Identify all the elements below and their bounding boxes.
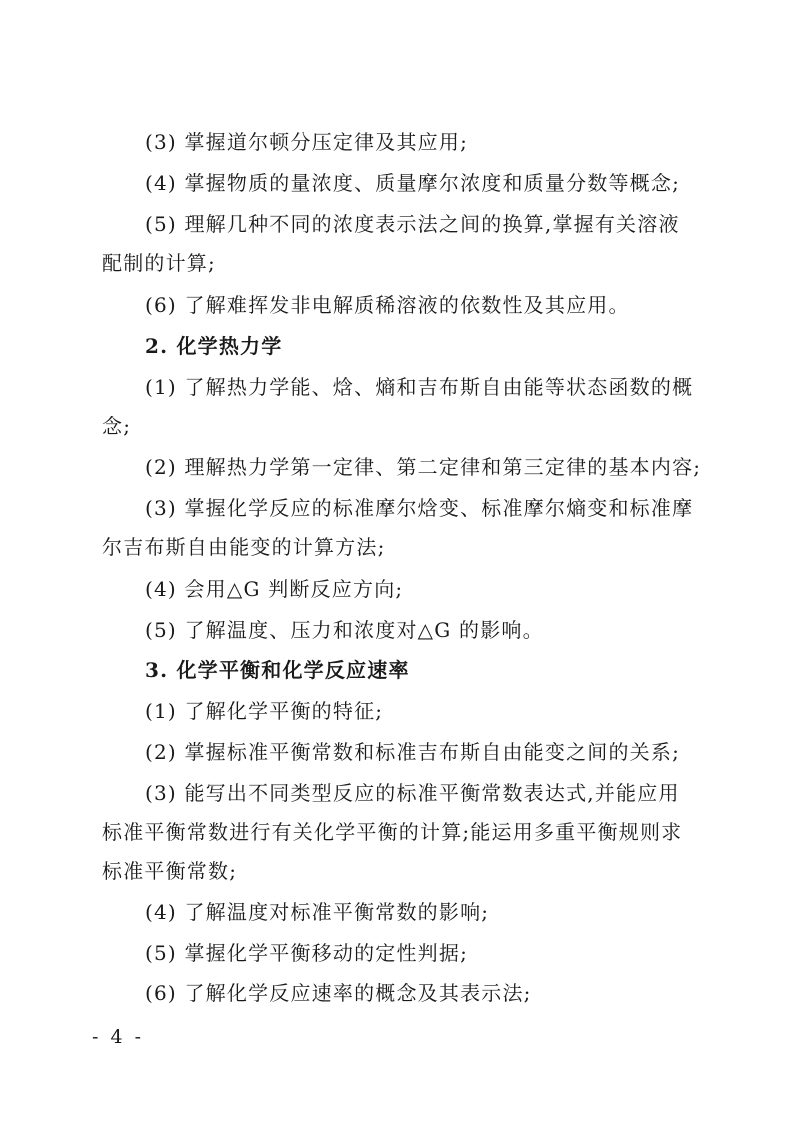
item-5-delta-g-influence: (5) 了解温度、压力和浓度对△G 的影响。 bbox=[145, 618, 544, 642]
page-number: - 4 - bbox=[92, 1026, 145, 1048]
item-1-state-functions: (1) 了解热力学能、焓、熵和吉布斯自由能等状态函数的概 bbox=[145, 375, 694, 399]
item-5-continuation: 配制的计算; bbox=[102, 251, 216, 275]
item-5-equilibrium-shift: (5) 掌握化学平衡移动的定性判据; bbox=[145, 941, 469, 965]
item-6-colligative-properties: (6) 了解难挥发非电解质稀溶液的依数性及其应用。 bbox=[145, 293, 630, 317]
item-5-concentration-conversion: (5) 理解几种不同的浓度表示法之间的换算,掌握有关溶液 bbox=[145, 212, 680, 236]
item-3-equilibrium-expressions: (3) 能写出不同类型反应的标准平衡常数表达式,并能应用 bbox=[145, 781, 680, 805]
item-4-delta-g-direction: (4) 会用△G 判断反应方向; bbox=[145, 577, 404, 601]
item-6-reaction-rate: (6) 了解化学反应速率的概念及其表示法; bbox=[145, 981, 532, 1005]
item-4-concentration-concepts: (4) 掌握物质的量浓度、质量摩尔浓度和质量分数等概念; bbox=[145, 171, 681, 195]
item-1-equilibrium-features: (1) 了解化学平衡的特征; bbox=[145, 699, 384, 723]
item-3-continuation-2: 标准平衡常数; bbox=[102, 859, 238, 883]
item-1-continuation: 念; bbox=[102, 414, 132, 438]
item-2-thermodynamic-laws: (2) 理解热力学第一定律、第二定律和第三定律的基本内容; bbox=[145, 455, 702, 479]
item-3-continuation-1: 标准平衡常数进行有关化学平衡的计算;能运用多重平衡规则求 bbox=[102, 820, 683, 844]
section-heading-thermodynamics: 2. 化学热力学 bbox=[145, 334, 283, 358]
item-3-dalton-law: (3) 掌握道尔顿分压定律及其应用; bbox=[145, 130, 469, 154]
item-2-equilibrium-constant-relation: (2) 掌握标准平衡常数和标准吉布斯自由能变之间的关系; bbox=[145, 740, 681, 764]
item-3-continuation: 尔吉布斯自由能变的计算方法; bbox=[102, 535, 386, 559]
item-3-standard-changes: (3) 掌握化学反应的标准摩尔焓变、标准摩尔熵变和标准摩 bbox=[145, 496, 694, 520]
section-heading-equilibrium: 3. 化学平衡和化学反应速率 bbox=[145, 658, 410, 682]
item-4-temperature-effect: (4) 了解温度对标准平衡常数的影响; bbox=[145, 900, 490, 924]
